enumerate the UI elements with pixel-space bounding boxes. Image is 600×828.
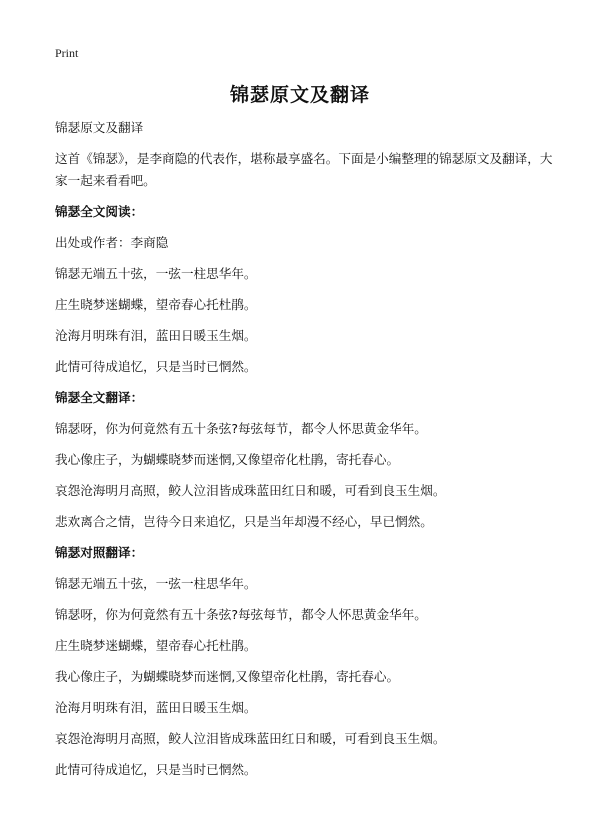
poem-line: 出处或作者：李商隐 <box>55 235 169 250</box>
translation-line: 我心像庄子，为蝴蝶晓梦而迷惘,又像望帝化杜鹃，寄托春心。 <box>55 452 400 467</box>
article-subtitle: 锦瑟原文及翻译 <box>55 120 144 135</box>
comparison-line: 此情可待成追忆，只是当时已惘然。 <box>55 762 257 777</box>
comparison-line: 哀怨沧海明月高照，鲛人泣泪皆成珠蓝田红日和暖，可看到良玉生烟。 <box>55 731 446 746</box>
translation-line: 哀怨沧海明月高照，鲛人泣泪皆成珠蓝田红日和暖，可看到良玉生烟。 <box>55 483 446 498</box>
print-link[interactable]: Print <box>55 46 79 60</box>
poem-line: 此情可待成追忆，只是当时已惘然。 <box>55 359 257 374</box>
translation-line: 锦瑟呀，你为何竟然有五十条弦?每弦每节，都令人怀思黄金华年。 <box>55 421 427 436</box>
comparison-line: 锦瑟呀，你为何竟然有五十条弦?每弦每节，都令人怀思黄金华年。 <box>55 607 427 622</box>
section-heading-reading: 锦瑟全文阅读： <box>55 204 144 219</box>
comparison-line: 锦瑟无端五十弦，一弦一柱思华年。 <box>55 576 257 591</box>
poem-line: 锦瑟无端五十弦，一弦一柱思华年。 <box>55 266 257 281</box>
intro-paragraph: 这首《锦瑟》，是李商隐的代表作，堪称最享盛名。下面是小编整理的锦瑟原文及翻译，大家一起来看看吧。 <box>55 151 553 188</box>
comparison-line: 庄生晓梦迷蝴蝶，望帝春心托杜鹃。 <box>55 638 257 653</box>
translation-line: 悲欢离合之情，岂待今日来追忆，只是当年却漫不经心，早已惘然。 <box>55 514 433 529</box>
section-heading-translation: 锦瑟全文翻译： <box>55 390 144 405</box>
article-body <box>55 117 555 781</box>
poem-line: 庄生晓梦迷蝴蝶，望帝春心托杜鹃。 <box>55 297 257 312</box>
comparison-line: 沧海月明珠有泪，蓝田日暖玉生烟。 <box>55 700 257 715</box>
page-title: 锦瑟原文及翻译 <box>229 84 370 106</box>
section-heading-comparison: 锦瑟对照翻译： <box>55 545 144 560</box>
poem-line: 沧海月明珠有泪，蓝田日暖玉生烟。 <box>55 328 257 343</box>
comparison-line: 我心像庄子，为蝴蝶晓梦而迷惘,又像望帝化杜鹃，寄托春心。 <box>55 669 400 684</box>
